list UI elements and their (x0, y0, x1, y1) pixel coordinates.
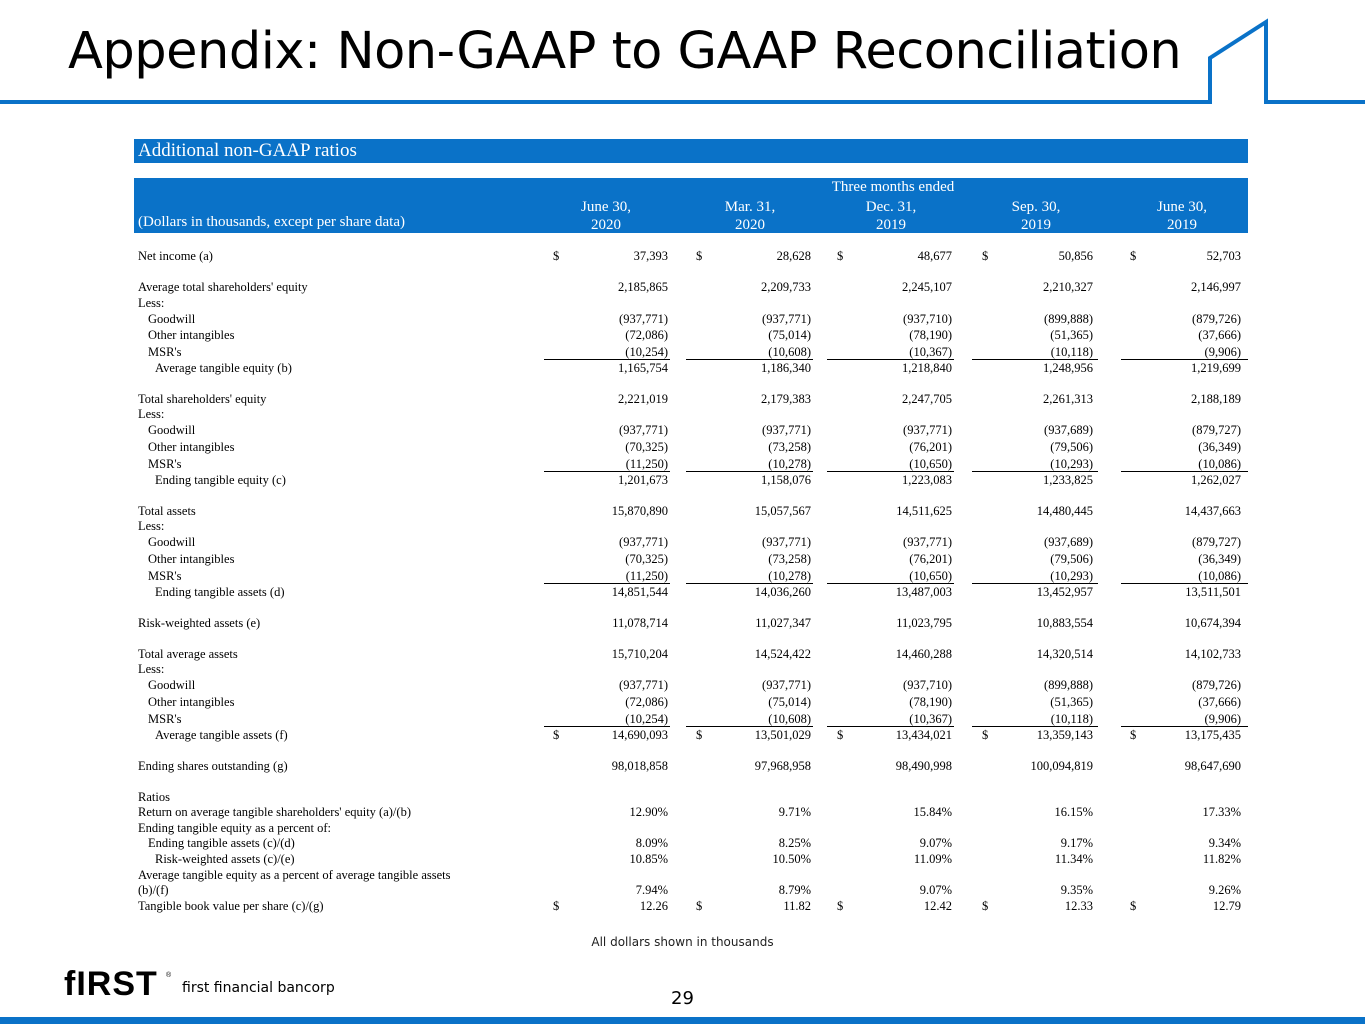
table-cell: 2,210,327 (1043, 280, 1093, 294)
table-cell: (73,258) (768, 440, 811, 454)
table-cell: 1,158,076 (761, 473, 811, 487)
table-cell: (78,190) (909, 328, 952, 342)
table-row (134, 327, 1334, 343)
currency-symbol: $ (982, 728, 989, 742)
table-cell: 9.34% (1208, 836, 1241, 850)
table-cell: (11,250) (625, 569, 668, 583)
table-cell: (937,710) (903, 678, 952, 692)
row-label: MSR's (148, 569, 182, 583)
row-label: Total shareholders' equity (138, 392, 267, 406)
table-cell: 98,647,690 (1184, 759, 1241, 773)
table-cell: 14,036,260 (754, 585, 811, 599)
table-cell: 8.79% (778, 883, 811, 897)
table-cell: (10,650) (909, 457, 952, 471)
table-cell: (76,201) (909, 552, 952, 566)
table-cell: (75,014) (768, 695, 811, 709)
table-cell: 14,460,288 (895, 647, 952, 661)
table-cell: 2,146,997 (1191, 280, 1241, 294)
row-label: Risk-weighted assets (c)/(e) (155, 852, 295, 866)
table-cell: 15,710,204 (611, 647, 668, 661)
table-row (134, 295, 1334, 311)
table-cell: 12.33 (1064, 899, 1093, 913)
table-cell: 11.09% (913, 852, 952, 866)
row-label: Less: (138, 519, 165, 533)
table-cell: (70,325) (625, 440, 668, 454)
table-cell: 2,247,705 (902, 392, 952, 406)
table-cell: (72,086) (625, 328, 668, 342)
row-label: Other intangibles (148, 695, 235, 709)
table-cell: (937,771) (619, 312, 668, 326)
table-cell: 10,883,554 (1036, 616, 1093, 630)
registered-mark: ® (166, 972, 172, 979)
column-header-year: 2019 (876, 217, 906, 233)
table-cell: (10,367) (909, 712, 952, 726)
table-cell: 2,179,383 (761, 392, 811, 406)
table-row (134, 851, 1334, 867)
table-cell: (879,726) (1192, 312, 1241, 326)
table-cell: 10.50% (772, 852, 811, 866)
table-cell: 14,511,625 (896, 504, 952, 518)
table-cell: (879,726) (1192, 678, 1241, 692)
table-row (134, 568, 1334, 584)
logo-company-name: first financial bancorp (182, 980, 335, 996)
table-row (134, 456, 1334, 472)
table-cell: 14,524,422 (754, 647, 811, 661)
table-cell: (10,086) (1198, 569, 1241, 583)
table-cell: (10,608) (768, 712, 811, 726)
table-cell: 8.09% (635, 836, 668, 850)
table-cell: (11,250) (625, 457, 668, 471)
table-cell: 98,018,858 (611, 759, 668, 773)
table-cell: 8.25% (778, 836, 811, 850)
table-cell: 15,870,890 (611, 504, 668, 518)
table-cell: (10,293) (1050, 457, 1093, 471)
table-cell: 13,501,029 (754, 728, 811, 742)
currency-symbol: $ (696, 249, 703, 263)
currency-symbol: $ (696, 728, 703, 742)
currency-symbol: $ (696, 899, 703, 913)
table-cell: 11.34% (1054, 852, 1093, 866)
column-header (976, 198, 1096, 234)
table-cell: 9.26% (1208, 883, 1241, 897)
table-row (134, 311, 1334, 327)
table-row (134, 344, 1334, 360)
bottom-rule (0, 1017, 1365, 1024)
table-row (134, 677, 1334, 693)
table-cell: 10,674,394 (1184, 616, 1241, 630)
column-header (1122, 198, 1242, 234)
table-row (134, 279, 1334, 295)
column-header-year: 2019 (1021, 217, 1051, 233)
table-cell: 37,393 (633, 249, 668, 263)
table-cell: (10,608) (768, 345, 811, 359)
table-cell: 10.85% (629, 852, 668, 866)
table-row (134, 584, 1334, 600)
column-header-date: Sep. 30, (1011, 199, 1061, 215)
table-cell: 14,437,663 (1184, 504, 1241, 518)
table-cell: (79,506) (1050, 440, 1093, 454)
table-cell: 9.71% (778, 805, 811, 819)
table-cell: (37,666) (1198, 695, 1241, 709)
table-cell: 12.26 (639, 899, 668, 913)
table-cell: (9,906) (1204, 712, 1241, 726)
table-cell: 98,490,998 (895, 759, 952, 773)
row-label: Average total shareholders' equity (138, 280, 308, 294)
table-cell: (879,727) (1192, 535, 1241, 549)
currency-symbol: $ (1130, 899, 1137, 913)
row-label: Return on average tangible shareholders' equity (a)/(b) (138, 805, 411, 819)
table-cell: (72,086) (625, 695, 668, 709)
table-cell: 97,968,958 (754, 759, 811, 773)
table-cell: 52,703 (1206, 249, 1241, 263)
table-cell: (10,118) (1050, 712, 1093, 726)
row-label: Goodwill (148, 678, 196, 692)
table-row (134, 758, 1334, 774)
table-row (134, 615, 1334, 631)
table-cell: 11,027,347 (755, 616, 811, 630)
table-row (134, 503, 1334, 519)
row-label: Ending tangible equity as a percent of: (138, 821, 331, 835)
row-label: Less: (138, 407, 165, 421)
table-cell: 2,185,865 (618, 280, 668, 294)
table-row (134, 518, 1334, 534)
table-cell: 13,487,003 (895, 585, 952, 599)
table-cell: (76,201) (909, 440, 952, 454)
table-row (134, 694, 1334, 710)
table-row (134, 835, 1334, 851)
table-cell: 12.42 (923, 899, 952, 913)
table-cell: (10,254) (625, 712, 668, 726)
table-cell: 1,186,340 (761, 361, 811, 375)
table-header (134, 178, 1248, 233)
column-header (831, 198, 951, 234)
table-cell: 100,094,819 (1030, 759, 1093, 773)
currency-symbol: $ (837, 899, 844, 913)
table-cell: (10,293) (1050, 569, 1093, 583)
table-cell: (37,666) (1198, 328, 1241, 342)
table-cell: (78,190) (909, 695, 952, 709)
table-cell: 13,511,501 (1185, 585, 1241, 599)
table-cell: 12.90% (629, 805, 668, 819)
footnote: All dollars shown in thousands (591, 935, 774, 949)
row-label: Risk-weighted assets (e) (138, 616, 261, 630)
table-cell: (937,771) (619, 535, 668, 549)
table-cell: (937,771) (762, 678, 811, 692)
table-cell: (937,771) (762, 423, 811, 437)
table-cell: (899,888) (1044, 678, 1093, 692)
column-header-date: Mar. 31, (724, 199, 776, 215)
table-cell: (937,689) (1044, 535, 1093, 549)
column-header-year: 2019 (1167, 217, 1197, 233)
table-row (134, 867, 1334, 883)
table-cell: 14,851,544 (611, 585, 668, 599)
page-number: 29 (671, 988, 694, 1009)
table-cell: (937,771) (903, 535, 952, 549)
three-months-ended-label: Three months ended (831, 179, 955, 195)
table-cell: (70,325) (625, 552, 668, 566)
table-cell: (73,258) (768, 552, 811, 566)
page-title: Appendix: Non-GAAP to GAAP Reconciliation (68, 22, 1182, 81)
table-cell: 48,677 (917, 249, 952, 263)
table-cell: 1,262,027 (1191, 473, 1241, 487)
units-label: (Dollars in thousands, except per share data) (138, 214, 405, 230)
column-header-date: Dec. 31, (865, 199, 917, 215)
row-label: MSR's (148, 345, 182, 359)
row-label: Average tangible equity (b) (155, 361, 292, 375)
row-label: Ending tangible assets (c)/(d) (148, 836, 295, 850)
table-cell: 28,628 (776, 249, 811, 263)
row-label: Average tangible assets (f) (155, 728, 288, 742)
table-cell: (36,349) (1198, 440, 1241, 454)
table-row (134, 661, 1334, 677)
table-cell: 9.17% (1060, 836, 1093, 850)
row-label: Goodwill (148, 312, 196, 326)
table-cell: (10,650) (909, 569, 952, 583)
table-cell: 14,320,514 (1036, 647, 1093, 661)
table-cell: (51,365) (1050, 328, 1093, 342)
column-header (546, 198, 666, 234)
table-cell: 15,057,567 (754, 504, 811, 518)
table-cell: 11.82% (1202, 852, 1241, 866)
table-cell: 14,102,733 (1184, 647, 1241, 661)
row-label: Ending tangible equity (c) (155, 473, 286, 487)
table-row (134, 391, 1334, 407)
table-row (134, 646, 1334, 662)
row-label: Ending tangible assets (d) (155, 585, 285, 599)
table-cell: 50,856 (1058, 249, 1093, 263)
column-header-year: 2020 (591, 217, 621, 233)
table-cell: 13,359,143 (1036, 728, 1093, 742)
table-cell: 2,188,189 (1191, 392, 1241, 406)
column-header-date: June 30, (581, 199, 631, 215)
table-row (134, 248, 1334, 264)
table-row (134, 898, 1334, 914)
currency-symbol: $ (982, 249, 989, 263)
table-row (134, 360, 1334, 376)
currency-symbol: $ (1130, 728, 1137, 742)
table-cell: 13,434,021 (895, 728, 952, 742)
table-cell: 1,223,083 (902, 473, 952, 487)
table-row (134, 534, 1334, 550)
table-row (134, 711, 1334, 727)
row-label: MSR's (148, 457, 182, 471)
table-cell: (899,888) (1044, 312, 1093, 326)
currency-symbol: $ (553, 249, 560, 263)
row-label: Ratios (138, 790, 170, 804)
table-cell: 1,201,673 (618, 473, 668, 487)
table-cell: 1,165,754 (618, 361, 668, 375)
table-cell: 1,219,699 (1191, 361, 1241, 375)
table-cell: 11,023,795 (896, 616, 952, 630)
table-cell: 1,218,840 (902, 361, 952, 375)
row-label: Other intangibles (148, 440, 235, 454)
row-label: Goodwill (148, 423, 196, 437)
table-cell: (10,254) (625, 345, 668, 359)
row-label: Other intangibles (148, 328, 235, 342)
table-cell: 13,452,957 (1036, 585, 1093, 599)
row-label: Total assets (138, 504, 196, 518)
column-header (690, 198, 810, 234)
table-cell: (36,349) (1198, 552, 1241, 566)
table-row (134, 804, 1334, 820)
row-label: Other intangibles (148, 552, 235, 566)
table-cell: 17.33% (1202, 805, 1241, 819)
table-row (134, 472, 1334, 488)
table-cell: (937,771) (762, 535, 811, 549)
table-cell: 14,480,445 (1036, 504, 1093, 518)
table-cell: 11,078,714 (612, 616, 668, 630)
table-cell: 2,209,733 (761, 280, 811, 294)
currency-symbol: $ (982, 899, 989, 913)
row-label: Less: (138, 296, 165, 310)
table-cell: 15.84% (913, 805, 952, 819)
table-cell: 2,261,313 (1043, 392, 1093, 406)
row-label: Tangible book value per share (c)/(g) (138, 899, 324, 913)
currency-symbol: $ (1130, 249, 1137, 263)
row-label: (b)/(f) (138, 883, 169, 897)
table-cell: (937,771) (619, 423, 668, 437)
table-row (134, 551, 1334, 567)
table-row (134, 727, 1334, 743)
row-label: Goodwill (148, 535, 196, 549)
currency-symbol: $ (837, 249, 844, 263)
table-cell: 13,175,435 (1184, 728, 1241, 742)
table-cell: 9.07% (919, 836, 952, 850)
table-cell: (75,014) (768, 328, 811, 342)
row-label: Average tangible equity as a percent of average tangible assets (138, 868, 451, 882)
logo-wordmark: fIRST (64, 965, 158, 1003)
table-cell: (10,367) (909, 345, 952, 359)
table-row (134, 820, 1334, 836)
table-cell: 9.35% (1060, 883, 1093, 897)
table-cell: 16.15% (1054, 805, 1093, 819)
table-cell: 2,221,019 (618, 392, 668, 406)
table-cell: (79,506) (1050, 552, 1093, 566)
currency-symbol: $ (553, 728, 560, 742)
column-header-date: June 30, (1157, 199, 1207, 215)
table-cell: (10,118) (1050, 345, 1093, 359)
table-cell: (937,771) (762, 312, 811, 326)
table-cell: (879,727) (1192, 423, 1241, 437)
table-row (134, 439, 1334, 455)
row-label: Less: (138, 662, 165, 676)
table-cell: (937,710) (903, 312, 952, 326)
table-cell: (10,278) (768, 457, 811, 471)
currency-symbol: $ (553, 899, 560, 913)
table-cell: 11.82 (783, 899, 811, 913)
row-label: Total average assets (138, 647, 238, 661)
table-cell: (51,365) (1050, 695, 1093, 709)
table-row (134, 406, 1334, 422)
table-row (134, 882, 1334, 898)
table-row (134, 422, 1334, 438)
row-label: Ending shares outstanding (g) (138, 759, 288, 773)
column-header-year: 2020 (735, 217, 765, 233)
table-cell: (937,689) (1044, 423, 1093, 437)
table-cell: (10,086) (1198, 457, 1241, 471)
section-title: Additional non-GAAP ratios (134, 139, 1248, 163)
currency-symbol: $ (837, 728, 844, 742)
table-cell: (937,771) (903, 423, 952, 437)
table-cell: 14,690,093 (611, 728, 668, 742)
table-cell: 12.79 (1212, 899, 1241, 913)
table-cell: (9,906) (1204, 345, 1241, 359)
row-label: Net income (a) (138, 249, 213, 263)
table-row (134, 789, 1334, 805)
table-cell: (10,278) (768, 569, 811, 583)
table-cell: 2,245,107 (902, 280, 952, 294)
table-cell: 9.07% (919, 883, 952, 897)
table-cell: (937,771) (619, 678, 668, 692)
row-label: MSR's (148, 712, 182, 726)
table-cell: 7.94% (635, 883, 668, 897)
table-cell: 1,233,825 (1043, 473, 1093, 487)
table-cell: 1,248,956 (1043, 361, 1093, 375)
